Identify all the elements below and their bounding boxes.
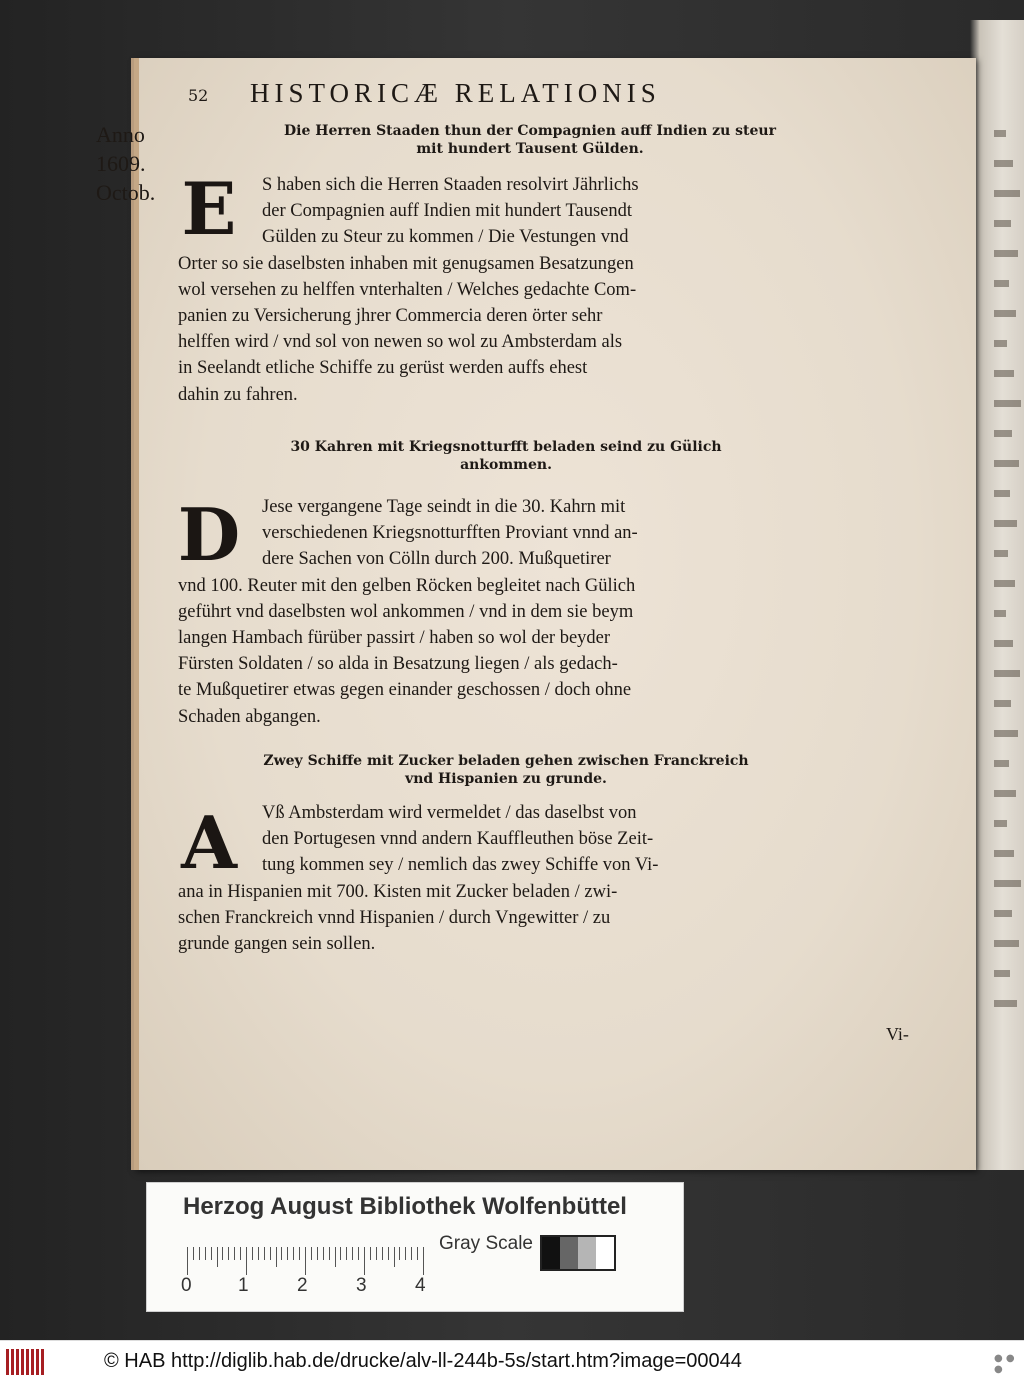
ruler-tick — [399, 1247, 400, 1260]
margin-note-line: Octob. — [96, 180, 156, 205]
ruler-tick — [193, 1247, 194, 1260]
ruler-tick — [222, 1247, 223, 1260]
section-heading: Die Herren Staaden thun der Compagnien auff Indien zu steur mit hundert Tausent Gülden. — [283, 123, 776, 157]
running-title: HISTORICÆ RELATIONIS — [250, 78, 661, 108]
ruler-number: 1 — [238, 1275, 249, 1296]
ruler-tick — [199, 1247, 200, 1260]
facing-page-text-shadow — [994, 130, 1006, 137]
ruler-tick — [388, 1247, 389, 1260]
text-line: helffen wird / vnd sol von newen so wol zu Ambsterdam als — [178, 332, 623, 353]
ruler-tick — [323, 1247, 324, 1260]
text-line: panien zu Versicherung jhrer Commercia deren örter sehr — [178, 305, 603, 326]
facing-page-text-shadow — [994, 400, 1021, 407]
text-line: verschiedenen Kriegsnotturfften Proviant vnnd an- — [262, 523, 638, 544]
page-number: 52 — [188, 86, 209, 105]
ruler-tick — [352, 1247, 353, 1260]
text-line: Orter so sie daselbsten inhaben mit genugsamen Besatzungen — [178, 253, 634, 274]
drop-cap: D — [177, 492, 241, 577]
library-name: Herzog August Bibliothek Wolfenbüttel — [183, 1193, 627, 1220]
ruler-tick — [329, 1247, 330, 1260]
ruler-tick — [234, 1247, 235, 1260]
text-line: Schaden abgangen. — [178, 706, 321, 727]
facing-page-text-shadow — [994, 640, 1013, 647]
ruler-tick — [240, 1247, 241, 1260]
section-paragraph — [178, 494, 798, 730]
facing-page-text-shadow — [994, 520, 1017, 527]
more-icon: ● ● ● — [994, 1353, 1015, 1375]
catchword: Vi- — [886, 1024, 909, 1044]
section-heading: Zwey Schiffe mit Zucker beladen gehen zwischen Franckreich vnd Hispanien zu grunde. — [263, 753, 749, 787]
ruler-tick — [335, 1247, 336, 1267]
ruler-tick — [217, 1247, 218, 1267]
facing-page-text-shadow — [994, 880, 1021, 887]
facing-page-text-shadow — [994, 250, 1018, 257]
margin-note-line: 1609. — [96, 151, 146, 176]
ruler-tick — [246, 1247, 247, 1275]
ruler-tick — [311, 1247, 312, 1260]
ruler-tick — [382, 1247, 383, 1260]
facing-page-text-shadow — [994, 280, 1009, 287]
ruler-number: 4 — [415, 1275, 426, 1296]
facing-page-text-shadow — [994, 820, 1007, 827]
text-line: vnd 100. Reuter mit den gelben Röcken begleitet nach Gülich — [178, 575, 636, 596]
ruler-tick — [281, 1247, 282, 1260]
ruler-tick — [394, 1247, 395, 1267]
text-line: langen Hambach fürüber passirt / haben so wol der beyder — [178, 627, 611, 648]
ruler-tick — [252, 1247, 253, 1260]
library-color-target — [146, 1182, 684, 1312]
ruler-tick — [358, 1247, 359, 1260]
text-line: te Mußquetirer etwas gegen einander geschossen / doch ohne — [178, 680, 632, 701]
gray-scale-label: Gray Scale — [439, 1233, 533, 1254]
facing-page-text-shadow — [994, 760, 1009, 767]
ruler-tick — [287, 1247, 288, 1260]
text-line: dahin zu fahren. — [178, 384, 298, 405]
ruler-tick — [423, 1247, 424, 1275]
facing-page-text-shadow — [994, 850, 1014, 857]
facing-page-text-shadow — [994, 700, 1011, 707]
facing-page-text-shadow — [994, 730, 1018, 737]
ruler-tick — [270, 1247, 271, 1260]
section-paragraph — [178, 800, 798, 957]
text-line: in Seelandt etliche Schiffe zu gerüst werden auffs ehest — [178, 358, 588, 379]
ruler-tick — [376, 1247, 377, 1260]
text-line: der Compagnien auff Indien mit hundert Tausendt — [262, 201, 632, 222]
text-line: schen Franckreich vnnd Hispanien / durch Vngewitter / zu — [178, 907, 611, 928]
facing-page-text-shadow — [994, 310, 1016, 317]
drop-cap: A — [181, 800, 237, 885]
ruler-number: 0 — [181, 1275, 192, 1296]
facing-page-text-shadow — [994, 160, 1013, 167]
ruler-tick — [228, 1247, 229, 1260]
text-line: ana in Hispanien mit 700. Kisten mit Zucker beladen / zwi- — [178, 881, 618, 902]
facing-page-text-shadow — [994, 220, 1011, 227]
gray-swatch — [578, 1237, 596, 1269]
text-line: den Portugesen vnnd andern Kauffleuthen böse Zeit- — [262, 829, 654, 850]
footer-copyright-link[interactable]: © HAB http://diglib.hab.de/drucke/alv-ll-244b-5s/start.htm?image=00044 — [104, 1350, 742, 1372]
ruler-tick — [417, 1247, 418, 1260]
margin-note — [96, 120, 155, 207]
section-heading: 30 Kahren mit Kriegsnotturfft beladen seind zu Gülich ankommen. — [290, 439, 722, 473]
facing-page-text-shadow — [994, 490, 1010, 497]
ruler-tick — [293, 1247, 294, 1260]
facing-page-text-shadow — [994, 370, 1014, 377]
ruler-numbers — [181, 1275, 441, 1299]
ruler-tick — [264, 1247, 265, 1260]
text-line: Jese vergangene Tage seindt in die 30. Kahrn mit — [262, 497, 626, 517]
ruler-tick — [370, 1247, 371, 1260]
text-line: tung kommen sey / nemlich das zwey Schiffe von Vi- — [262, 855, 659, 876]
ruler-tick — [187, 1247, 188, 1275]
ruler-tick — [317, 1247, 318, 1260]
ruler-tick — [205, 1247, 206, 1260]
text-line: wol versehen zu helffen vnterhalten / Welches gedachte Com- — [178, 279, 637, 300]
gray-swatch — [596, 1237, 614, 1269]
facing-page-text-shadow — [994, 340, 1007, 347]
scale-ruler — [187, 1247, 427, 1277]
ruler-number: 2 — [297, 1275, 308, 1296]
drop-cap: E — [181, 166, 237, 251]
text-line: grunde gangen sein sollen. — [178, 933, 376, 954]
text-line: Vß Ambsterdam wird vermeldet / das daselbst von — [262, 803, 637, 823]
facing-page-text-shadow — [994, 970, 1010, 977]
ruler-tick — [276, 1247, 277, 1267]
facing-page-text-shadow — [994, 580, 1015, 587]
ruler-tick — [305, 1247, 306, 1275]
ruler-tick — [346, 1247, 347, 1260]
ruler-tick — [258, 1247, 259, 1260]
margin-note-line: Anno — [96, 122, 145, 147]
section-paragraph — [178, 172, 798, 408]
text-line: Gülden zu Steur zu kommen / Die Vestungen vnd — [262, 227, 629, 248]
facing-page-text-shadow — [994, 550, 1008, 557]
facing-page-text-shadow — [994, 430, 1012, 437]
ruler-tick — [211, 1247, 212, 1260]
facing-page-text-shadow — [994, 1000, 1017, 1007]
hab-logo-icon — [6, 1349, 48, 1375]
text-line: S haben sich die Herren Staaden resolvirt Jährlichs — [262, 175, 639, 195]
gray-swatch — [560, 1237, 578, 1269]
ruler-tick — [405, 1247, 406, 1260]
facing-page-text-shadow — [994, 190, 1020, 197]
ruler-number: 3 — [356, 1275, 367, 1296]
ruler-tick — [340, 1247, 341, 1260]
facing-page-text-shadow — [994, 670, 1020, 677]
footer-bar — [0, 1340, 1024, 1381]
facing-page-text-shadow — [994, 460, 1019, 467]
gray-swatch — [542, 1237, 560, 1269]
ruler-tick — [299, 1247, 300, 1260]
facing-page-edge — [970, 20, 1024, 1170]
gray-scale-swatches — [540, 1235, 616, 1271]
text-line: dere Sachen von Cölln durch 200. Mußquetirer — [262, 549, 611, 570]
ruler-tick — [411, 1247, 412, 1260]
facing-page-text-shadow — [994, 610, 1006, 617]
ruler-tick — [364, 1247, 365, 1275]
text-line: geführt vnd daselbsten wol ankommen / vnd in dem sie beym — [178, 601, 634, 622]
facing-page-text-shadow — [994, 940, 1019, 947]
facing-page-text-shadow — [994, 910, 1012, 917]
facing-page-text-shadow — [994, 790, 1016, 797]
text-line: Fürsten Soldaten / so alda in Besatzung liegen / als gedach- — [178, 654, 618, 675]
